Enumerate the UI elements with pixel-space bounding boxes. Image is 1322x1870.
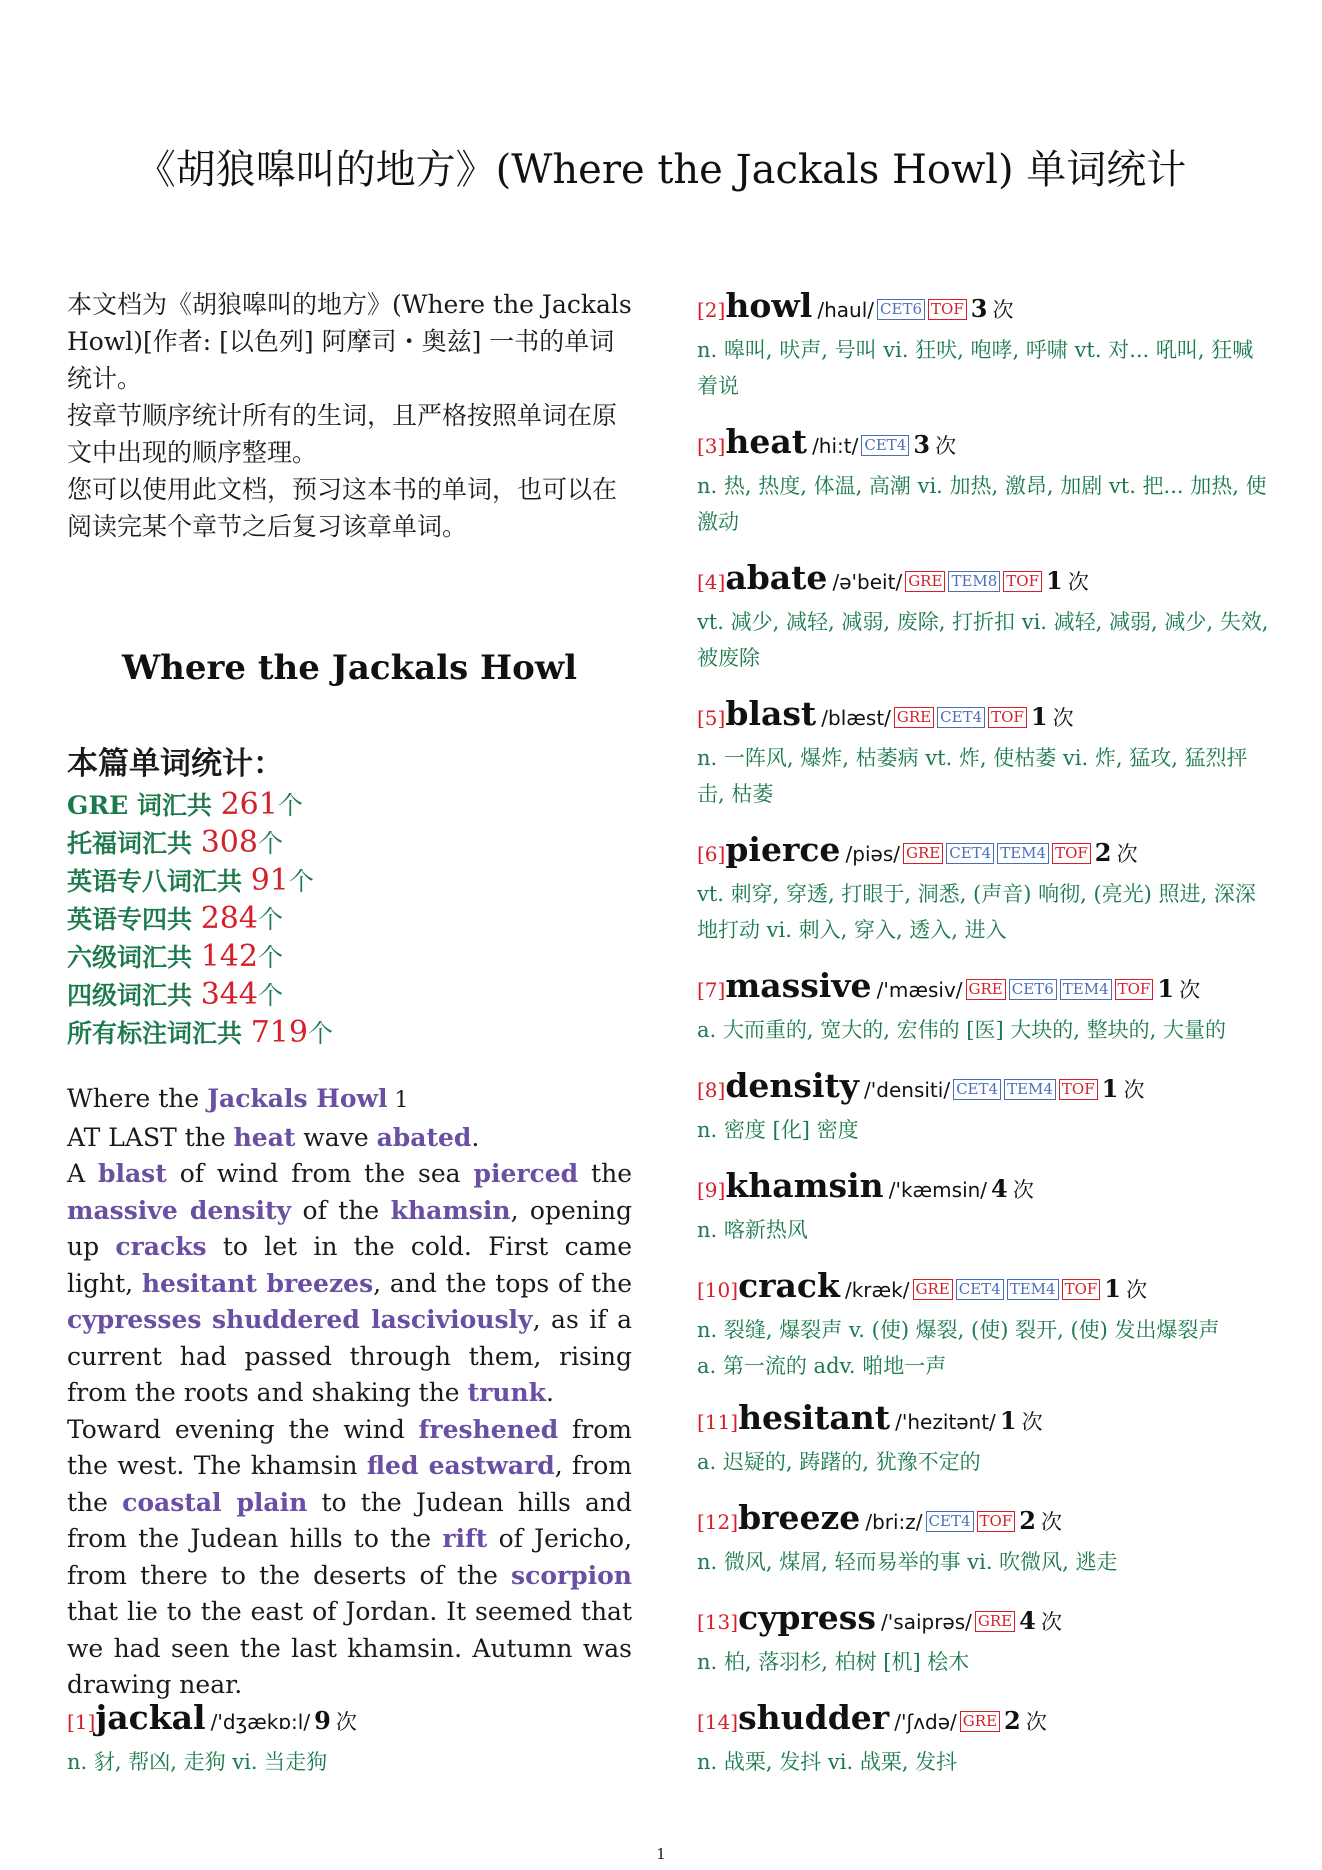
frequency-unit: 次: [1025, 1710, 1047, 1734]
highlighted-word: scorpion: [511, 1560, 632, 1590]
exam-tag-gre: GRE: [975, 1611, 1015, 1632]
headword: hesitant: [738, 1398, 891, 1437]
definition: n. 战栗, 发抖 vi. 战栗, 发抖: [697, 1750, 958, 1774]
exam-tag-tof: TOF: [1003, 571, 1042, 592]
definition: n. 密度 [化] 密度: [697, 1118, 859, 1142]
frequency-count: 3: [970, 294, 988, 323]
phonetic: /'ʃʌdə/: [894, 1710, 957, 1734]
highlighted-word: pierced: [473, 1159, 579, 1188]
statistics-unit: 个: [288, 867, 314, 896]
vocab-entry-header: [697, 694, 1272, 740]
vocab-entry-header: [697, 558, 1272, 604]
statistics-unit: 个: [257, 981, 283, 1010]
headword: crack: [738, 1266, 840, 1305]
frequency-unit: 次: [992, 298, 1014, 322]
headword: density: [725, 1066, 859, 1105]
statistics-count: 308: [200, 825, 258, 860]
exam-tag-gre: GRE: [966, 979, 1006, 1000]
passage-text-run: from the west. The khamsin: [67, 1414, 632, 1480]
definition: n. 热, 热度, 体温, 高潮 vi. 加热, 激昂, 加剧 vt. 把... 加热, 使激动: [697, 474, 1267, 534]
exam-tag-tof: TOF: [988, 707, 1027, 728]
frequency-unit: 次: [1067, 570, 1089, 594]
statistics-unit: 个: [257, 943, 283, 972]
highlighted-word: trunk: [467, 1378, 546, 1407]
section-title: Where the Jackals Howl: [121, 648, 578, 688]
passage-text-run: to let in the cold. First came light,: [67, 1232, 632, 1298]
entry-index: [7]: [697, 978, 726, 1002]
exam-tag-cet4: CET4: [937, 707, 985, 728]
frequency-count: 1: [1030, 702, 1048, 731]
headword: khamsin: [725, 1166, 884, 1205]
exam-tag-tem4: TEM4: [1007, 1279, 1059, 1300]
passage-text-run: of Jericho, from there to the deserts of the: [67, 1524, 633, 1590]
statistics-unit: 个: [307, 1019, 333, 1048]
frequency-unit: 次: [1126, 1278, 1148, 1302]
entry-index: [4]: [697, 570, 726, 594]
definition: n. 微风, 煤屑, 轻而易举的事 vi. 吹微风, 逃走: [697, 1550, 1118, 1574]
headword: howl: [725, 286, 813, 325]
entry-index: [11]: [697, 1410, 739, 1434]
definition: vt. 刺穿, 穿透, 打眼于, 洞悉, (声音) 响彻, (亮光) 照进, 深深地打动 vi. 刺入, 穿入, 透入, 进入: [697, 882, 1256, 942]
statistics-unit: 个: [257, 905, 283, 934]
definition: n. 嗥叫, 吠声, 号叫 vi. 狂吠, 咆哮, 呼啸 vt. 对... 吼叫, 狂喊着说: [697, 338, 1254, 398]
definition: n. 一阵风, 爆炸, 枯萎病 vt. 炸, 使枯萎 vi. 炸, 猛攻, 猛烈抨击, 枯萎: [697, 746, 1248, 806]
vocab-entry-header: [697, 1398, 1043, 1444]
statistics-unit: 个: [277, 791, 303, 820]
vocab-entry: [697, 422, 1272, 540]
phonetic: /hi:t/: [812, 434, 859, 458]
statistics-count: 261: [220, 787, 278, 822]
vocab-entry-header: [697, 1066, 1144, 1112]
passage-text-run: A: [67, 1159, 98, 1188]
frequency-count: 1: [999, 1406, 1017, 1435]
headword: heat: [725, 422, 807, 461]
definition: n. 喀新热风: [697, 1218, 808, 1242]
chapter-heading: [67, 1081, 632, 1120]
phonetic: /bri:z/: [865, 1510, 923, 1534]
statistics-line: [67, 900, 632, 938]
chapter-heading-prefix: Where the: [67, 1084, 208, 1113]
statistics-label: 所有标注词汇共: [67, 1019, 251, 1048]
intro-paragraph: 本文档为《胡狼嗥叫的地方》(Where the Jackals Howl)[作者: [以色列] 阿摩司・奥兹] 一书的单词统计。: [67, 290, 632, 393]
statistics-line: [67, 976, 632, 1014]
headword: abate: [725, 558, 828, 597]
entry-index: [3]: [697, 434, 726, 458]
entry-index: [9]: [697, 1178, 726, 1202]
definition: n. 柏, 落羽杉, 柏树 [机] 桧木: [697, 1650, 970, 1674]
exam-tag-gre: GRE: [905, 571, 945, 592]
passage-text-run: .: [471, 1122, 480, 1152]
phonetic: /kræk/: [844, 1278, 910, 1302]
exam-tag-tem4: TEM4: [1004, 1079, 1056, 1100]
vocab-entry: [697, 1698, 1047, 1780]
definition: n. 豺, 帮凶, 走狗 vi. 当走狗: [67, 1750, 328, 1774]
exam-tag-tof: TOF: [1059, 1079, 1098, 1100]
headword: shudder: [738, 1698, 890, 1737]
vocab-entry: [697, 558, 1272, 676]
highlighted-word: abated: [376, 1122, 472, 1152]
vocab-entry: [67, 1698, 357, 1780]
frequency-count: 1: [1104, 1274, 1121, 1303]
frequency-count: 1: [1046, 566, 1063, 595]
headword: massive: [725, 966, 872, 1005]
left-column: [67, 286, 633, 1774]
exam-tag-tof: TOF: [1115, 979, 1154, 1000]
definition: n. 裂缝, 爆裂声 v. (使) 爆裂, (使) 裂开, (使) 发出爆裂声: [697, 1318, 1220, 1342]
exam-tag-tem8: TEM8: [948, 571, 1000, 592]
frequency-count: 4: [991, 1174, 1008, 1203]
phonetic: /blæst/: [821, 706, 891, 730]
vocab-entry-header: [697, 286, 1272, 332]
exam-tag-cet4: CET4: [861, 435, 909, 456]
exam-tag-cet4: CET4: [953, 1079, 1001, 1100]
entry-index: [14]: [697, 1710, 739, 1734]
exam-tag-tof: TOF: [1052, 843, 1091, 864]
vocab-entry: [697, 1166, 1034, 1248]
passage-paragraph: [67, 1120, 632, 1157]
frequency-count: 1: [1157, 974, 1175, 1003]
highlighted-word: fled eastward: [366, 1451, 555, 1480]
definition: a. 大而重的, 宽大的, 宏伟的 [医] 大块的, 整块的, 大量的: [697, 1018, 1227, 1042]
frequency-unit: 次: [1012, 1178, 1034, 1202]
statistics-list: [67, 786, 632, 1052]
frequency-count: 2: [1094, 838, 1112, 867]
document-title: 《胡狼嗥叫的地方》(Where the Jackals Howl) 单词统计: [135, 147, 1187, 193]
frequency-unit: 次: [1040, 1610, 1062, 1634]
passage-paragraph: [67, 1412, 632, 1704]
exam-tag-gre: GRE: [894, 707, 934, 728]
statistics-line: [67, 786, 632, 824]
phonetic: /haul/: [817, 298, 875, 322]
passage-text-run: the: [578, 1159, 632, 1188]
frequency-unit: 次: [935, 434, 957, 458]
frequency-unit: 次: [1123, 1078, 1145, 1102]
phonetic: /ə'beit/: [832, 570, 903, 594]
statistics-heading: 本篇单词统计：: [67, 746, 284, 782]
phonetic: /'kæmsin/: [888, 1178, 988, 1202]
exam-tag-cet6: CET6: [1009, 979, 1057, 1000]
highlighted-word: rift: [442, 1524, 488, 1553]
headword: pierce: [725, 830, 841, 869]
passage-text-run: AT LAST the: [67, 1122, 234, 1152]
passage-text-run: Toward evening the wind: [67, 1414, 419, 1444]
frequency-count: 3: [913, 430, 931, 459]
entry-index: [10]: [697, 1278, 739, 1302]
frequency-unit: 次: [1021, 1410, 1043, 1434]
exam-tag-tof: TOF: [1062, 1279, 1101, 1300]
vocab-entry-header: [697, 1698, 1047, 1744]
passage-text: [67, 1120, 632, 1704]
passage-text-run: of wind from the sea: [166, 1159, 474, 1188]
vocab-entry: [697, 1066, 1144, 1148]
intro-paragraph: 按章节顺序统计所有的生词，且严格按照单词在原文中出现的顺序整理。: [67, 401, 618, 467]
entry-index: [12]: [697, 1510, 739, 1534]
statistics-count: 344: [200, 977, 258, 1012]
statistics-label: 六级词汇共: [67, 943, 201, 972]
definition: a. 迟疑的, 踌躇的, 犹豫不定的: [697, 1450, 981, 1474]
statistics-count: 91: [250, 863, 289, 898]
headword: breeze: [738, 1498, 861, 1537]
passage-text-run: , as if a current had passed through them, rising from the roots and shaking the: [67, 1305, 632, 1407]
vocab-entry: [697, 286, 1272, 404]
passage-text-run: of the: [291, 1195, 391, 1225]
highlighted-word: massive density: [67, 1195, 292, 1225]
exam-tag-cet4: CET4: [926, 1511, 974, 1532]
frequency-unit: 次: [335, 1710, 357, 1734]
vocab-entry: [697, 830, 1272, 948]
passage-text-run: , from the: [67, 1451, 632, 1517]
vocab-entry: [697, 1498, 1118, 1580]
exam-tag-tem4: TEM4: [997, 843, 1049, 864]
frequency-count: 1: [1101, 1074, 1119, 1103]
frequency-count: 9: [314, 1706, 331, 1735]
statistics-label: 英语专八词汇共: [67, 867, 251, 896]
exam-tag-tof: TOF: [928, 299, 967, 320]
intro: [67, 286, 632, 545]
frequency-count: 2: [1019, 1506, 1036, 1535]
vocab-entry: [697, 694, 1272, 812]
page-number: 1: [656, 1845, 666, 1863]
statistics-unit: 个: [257, 829, 283, 858]
highlighted-word: cracks: [115, 1232, 207, 1261]
intro-paragraph: 您可以使用此文档，预习这本书的单词，也可以在阅读完某个章节之后复习该章单词。: [67, 475, 618, 541]
frequency-unit: 次: [1052, 706, 1074, 730]
vocab-entry: [697, 966, 1226, 1048]
exam-tag-tof: TOF: [977, 1511, 1016, 1532]
phonetic: /'mæsiv/: [876, 978, 963, 1002]
statistics-count: 142: [200, 939, 258, 974]
definition: vt. 减少, 减轻, 减弱, 废除, 打折扣 vi. 减轻, 减弱, 减少, 失效, 被废除: [697, 610, 1269, 670]
passage-text-run: .: [545, 1378, 554, 1407]
headword: jackal: [95, 1698, 206, 1737]
chapter-number: 1: [387, 1088, 409, 1113]
vocab-entry-header: [697, 1498, 1118, 1544]
vocab-entry-header: [67, 1698, 357, 1744]
exam-tag-gre: GRE: [903, 843, 943, 864]
statistics-line: [67, 1014, 632, 1052]
headword: blast: [725, 694, 817, 733]
frequency-unit: 次: [1041, 1510, 1063, 1534]
statistics-label: GRE 词汇共: [67, 791, 221, 820]
vocab-entry-header: [697, 1266, 1220, 1312]
word-statistics: [67, 742, 632, 1052]
exam-tag-cet6: CET6: [877, 299, 925, 320]
highlighted-word: freshened: [418, 1414, 559, 1444]
statistics-count: 719: [250, 1015, 308, 1050]
exam-tag-cet4: CET4: [956, 1279, 1004, 1300]
passage-text-run: wave: [295, 1122, 377, 1152]
chapter-keyword: Jackals Howl: [207, 1084, 388, 1113]
passage-text-run: , and the tops of the: [373, 1268, 633, 1298]
statistics-line: [67, 938, 632, 976]
headword: cypress: [738, 1598, 876, 1637]
entry-index: [8]: [697, 1078, 726, 1102]
passage-text-run: to the Judean hills and from the Judean hills to the: [67, 1487, 632, 1553]
frequency-unit: 次: [1179, 978, 1201, 1002]
vocab-entry-header: [697, 830, 1272, 876]
vocab-entry-header: [697, 1166, 1034, 1212]
highlighted-word: khamsin: [390, 1195, 511, 1225]
vocab-entry: [697, 1266, 1220, 1384]
statistics-line: [67, 862, 632, 900]
passage-text-run: [201, 1305, 212, 1334]
frequency-unit: 次: [1116, 842, 1138, 866]
exam-tag-tem4: TEM4: [1060, 979, 1112, 1000]
phonetic: /piəs/: [845, 842, 900, 866]
frequency-count: 4: [1019, 1606, 1036, 1635]
definition: a. 第一流的 adv. 啪地一声: [697, 1354, 947, 1378]
highlighted-word: coastal plain: [122, 1487, 308, 1517]
statistics-line: [67, 824, 632, 862]
highlighted-word: shuddered lasciviously: [211, 1305, 533, 1334]
passage-text-run: that lie to the east of Jordan. It seemed that we had seen the last khamsin. Autumn was drawing near.: [67, 1597, 632, 1699]
frequency-count: 2: [1004, 1706, 1021, 1735]
exam-tag-gre: GRE: [913, 1279, 953, 1300]
entry-index: [13]: [697, 1610, 739, 1634]
vocab-entry-header: [697, 1598, 1062, 1644]
highlighted-word: hesitant breezes: [141, 1268, 374, 1298]
exam-tag-cet4: CET4: [946, 843, 994, 864]
statistics-count: 284: [200, 901, 258, 936]
statistics-label: 英语专四共: [67, 905, 201, 934]
statistics-label: 四级词汇共: [67, 981, 201, 1010]
vocab-entry: [697, 1598, 1062, 1680]
highlighted-word: blast: [97, 1159, 167, 1188]
entry-index: [6]: [697, 842, 726, 866]
vocab-entry-header: [697, 966, 1226, 1012]
entry-index: [1]: [67, 1710, 96, 1734]
passage-text-run: , opening up: [67, 1195, 632, 1261]
phonetic: /'hezitənt/: [895, 1410, 996, 1434]
phonetic: /'densiti/: [864, 1078, 951, 1102]
vocab-entry: [697, 1398, 1043, 1480]
phonetic: /'saiprəs/: [881, 1610, 972, 1634]
highlighted-word: heat: [233, 1122, 296, 1152]
phonetic: /'dʒækɒ:l/: [210, 1710, 311, 1734]
vocab-entry-header: [697, 422, 1272, 468]
entry-index: [2]: [697, 298, 726, 322]
passage: [67, 1081, 632, 1704]
exam-tag-gre: GRE: [960, 1711, 1000, 1732]
statistics-label: 托福词汇共: [67, 829, 201, 858]
passage-paragraph: [67, 1156, 632, 1412]
highlighted-word: cypresses: [67, 1305, 202, 1334]
entry-index: [5]: [697, 706, 726, 730]
